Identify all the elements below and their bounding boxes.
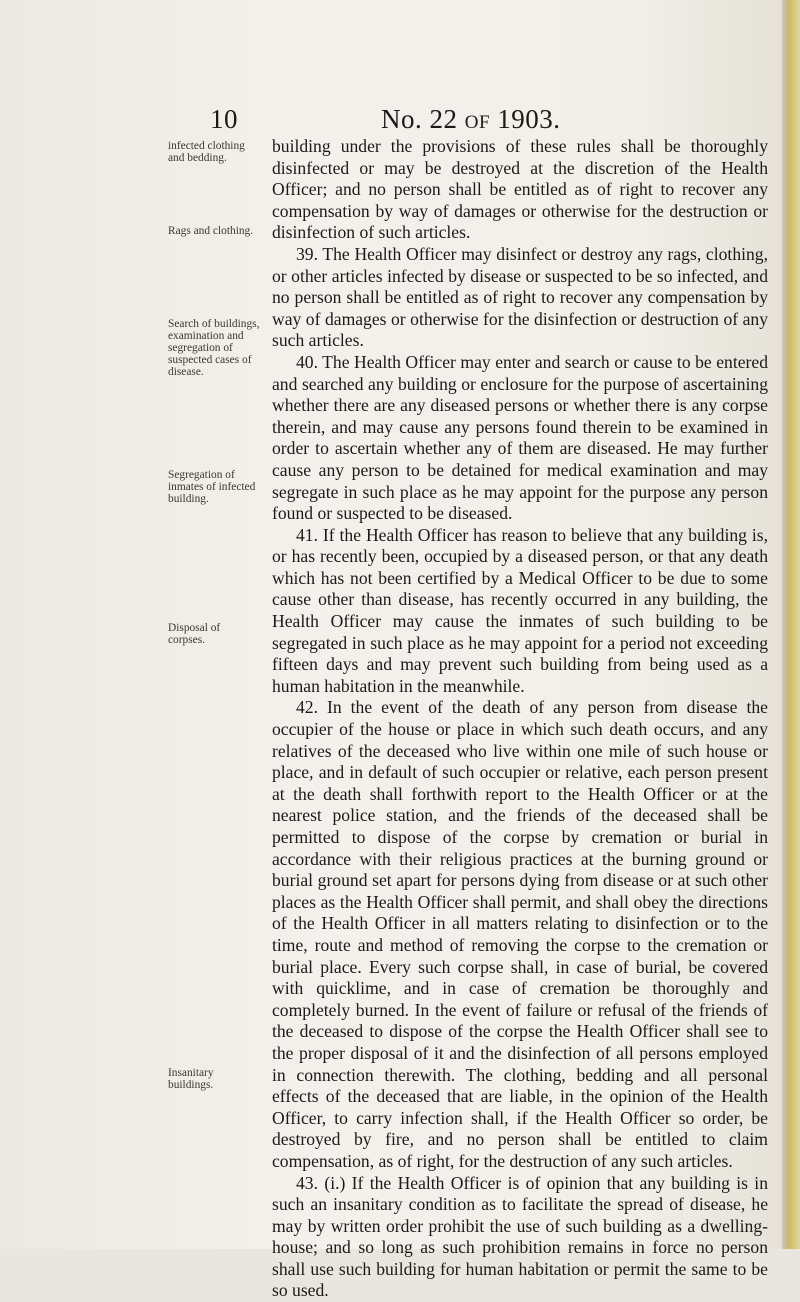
act-year: 1903. bbox=[497, 104, 560, 134]
margin-note: Search of buildings, examination and segregation of suspected cases of disease. bbox=[168, 318, 260, 378]
paragraph-43: 43. (i.) If the Health Officer is of opinion that any building is in such an insanitary condition as to facilitate the spread of disease, he may by written order prohibit the use of such building as a dwelling-house; and so long as such prohibition remains in force no person shall use such building for human habitation or permit the same to be so used. bbox=[272, 1173, 768, 1302]
margin-note: Insanitary buildings. bbox=[168, 1067, 260, 1091]
paragraph-39: 39. The Health Officer may disinfect or destroy any rags, clothing, or other articles infected by disease or suspected to be so infected, and no person shall be entitled as of right to recover any compensation by way of damages or otherwise for the disinfection or destruction of any such articles. bbox=[272, 244, 768, 352]
paragraph-42: 42. In the event of the death of any person from disease the occupier of the house or place in which such death occurs, and any relatives of the deceased who live within one mile of such house or place, and in default of such occupier or relative, each person present at the death shall forthwith report to the Health Officer or at the nearest police station, and the friends of the deceased shall be permitted to dispose of the corpse by cremation or burial in accordance with their religious practices at the burning ground or burial ground set apart for persons dying from disease or at such other places as the Health Officer shall permit, and shall obey the directions of the Health Officer in all matters relating to disinfection or to the time, route and method of removing the corpse to the cremation or burial place. Every such corpse shall, in case of burial, be covered with quicklime, and in case of cremation be thoroughly and completely burned. In the event of failure or refusal of the friends of the deceased to dispose of the corpse the Health Officer shall see to the proper disposal of it and the disinfection of all persons employed in connection therewith. The clothing, bedding and all personal effects of the deceased that are liable, in the opinion of the Health Officer, to carry infection shall, if the Health Officer so order, be destroyed by fire, and no person shall be entitled to claim compensation, as of right, for the destruction of any such articles. bbox=[272, 697, 768, 1172]
act-of: OF bbox=[465, 112, 490, 133]
paragraph-38-continued: building under the provisions of these rules shall be thoroughly disinfected or may be destroyed at the discretion of the Health Officer; and no person shall be entitled as of right to recover any compensation by way of damages or otherwise for the destruction or disinfection of such articles. bbox=[272, 136, 768, 244]
margin-note: Rags and clothing. bbox=[168, 225, 260, 237]
margin-note: infected clothing and bedding. bbox=[168, 140, 260, 164]
act-title bbox=[381, 104, 561, 135]
page-number: 10 bbox=[210, 104, 238, 135]
body-text bbox=[272, 136, 768, 1302]
paragraph-41: 41. If the Health Officer has reason to believe that any building is, or has recently been, occupied by a diseased person, or that any death which has not been certified by a Medical Officer to be due to some cause other than disease, has recently occurred in any building, the Health Officer may cause the inmates of such building to be segregated in such place as he may appoint for a period not exceeding fifteen days and may prevent such building from being used as a human habitation in the meanwhile. bbox=[272, 525, 768, 698]
margin-note: Disposal of corpses. bbox=[168, 622, 260, 646]
paragraph-40: 40. The Health Officer may enter and search or cause to be entered and searched any building or enclosure for the purpose of ascertaining whether there are any diseased persons or whether there is any corpse therein, and may cause any persons found therein to be examined in order to ascertain whether any of them are diseased. He may further cause any person to be detained for medical examination and may segregate in such place as he may appoint for the purpose any person found or suspected to be diseased. bbox=[272, 352, 768, 525]
act-number: No. 22 bbox=[381, 104, 458, 134]
margin-note: Segregation of inmates of infected building. bbox=[168, 469, 260, 505]
page-edge bbox=[782, 0, 800, 1249]
